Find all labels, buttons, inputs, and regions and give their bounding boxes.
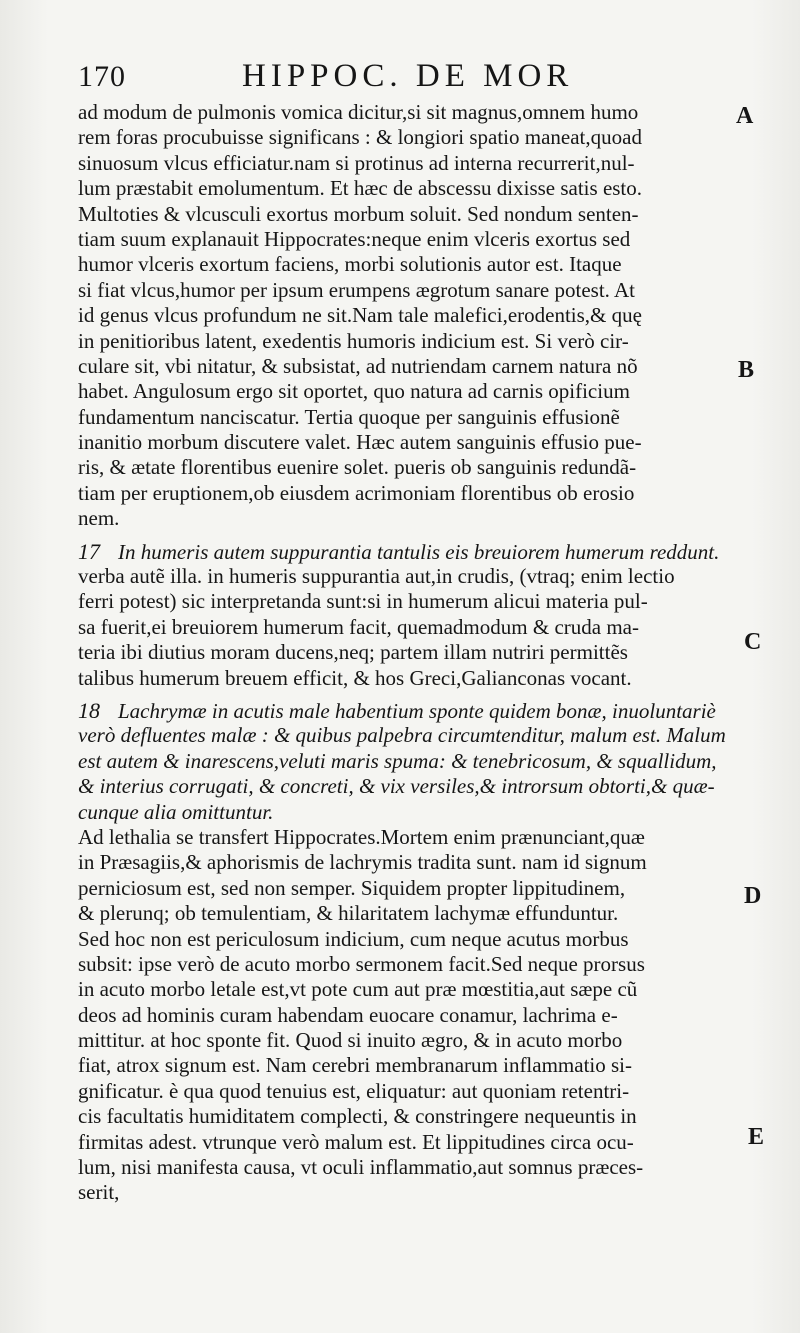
line-text: serit, [78,1180,120,1205]
line-text: ris, & ætate florentibus euenire solet. pueris ob sanguinis redundã- [78,455,637,480]
line-text: verò defluentes malæ : & quibus palpebra circumtenditur, malum est. Malum [78,723,726,748]
line-text: Lachrymæ in acutis male habentium sponte quidem bonæ, inuoluntariè [118,698,716,723]
text-line [78,329,726,354]
text-line [78,151,726,176]
margin-letter-e: E [748,1124,765,1150]
line-text: si fiat vlcus,humor per ipsum erumpens ægrotum sanare potest. At [78,277,635,302]
text-line [78,640,726,665]
text-line [78,1130,726,1155]
text-line [78,1053,726,1078]
text-line [78,303,726,328]
text-line [78,723,726,748]
text-line [78,977,726,1002]
line-text: humor vlceris exortum faciens, morbi solutionis autor est. Itaque [78,252,622,277]
line-text: teria ibi diutius moram ducens,neq; partem illam nutriri permittẽs [78,640,628,665]
page-header [78,56,718,96]
paragraph-gap [78,691,726,698]
line-text: Ad lethalia se transfert Hippocrates.Mortem enim prænunciant,quæ [78,824,645,849]
line-text: fiat, atrox signum est. Nam cerebri membranarum inflammatio si- [78,1053,632,1078]
text-line [78,506,726,531]
line-text: culare sit, vbi nitatur, & subsistat, ad nutriendam carnem natura nõ [78,353,638,378]
text-line [78,774,726,799]
text-line [78,1028,726,1053]
line-text: verba autẽ illa. in humeris suppurantia aut,in crudis, (vtraq; enim lectio [78,564,675,589]
line-text: fundamentum nanciscatur. Tertia quoque per sanguinis effusionẽ [78,404,620,429]
line-text: tiam suum explanauit Hippocrates:neque enim vlceris exortus sed [78,226,631,251]
line-text: sa fuerit,ei breuiorem humerum facit, quemadmodum & cruda ma- [78,614,639,639]
line-text: subsit: ipse verò de acuto morbo sermonem facit.Sed neque prorsus [78,951,645,976]
text-line [78,952,726,977]
text-line [78,430,726,455]
line-text: lum præstabit emolumentum. Et hæc de abscessu dixisse satis esto. [78,176,643,201]
line-text: talibus humerum breuem efficit, & hos Greci,Galianconas vocant. [78,665,632,690]
text-line [78,278,726,303]
line-text: ad modum de pulmonis vomica dicitur,si sit magnus,omnem humo [78,100,639,124]
text-line [78,927,726,952]
line-text: cis facultatis humiditatem complecti, & constringere nequeuntis in [78,1104,637,1129]
line-text: lum, nisi manifesta causa, vt oculi inflammatio,aut somnus præces- [78,1155,644,1180]
line-text: & interius corrugati, & concreti, & vix versiles,& introrsum obtorti,& quæ- [78,774,715,799]
text-line [78,589,726,614]
text-line [78,252,726,277]
line-text: inanitio morbum discutere valet. Hæc autem sanguinis effusio pue- [78,430,642,455]
text-line [78,564,726,589]
line-text: in Præsagiis,& aphorismis de lachrymis tradita sunt. nam id signum [78,850,647,875]
line-text: sinuosum vlcus efficiatur.nam si protinus ad interna recurrerit,nul- [78,150,635,175]
text-line [78,615,726,640]
line-text: Sed hoc non est periculosum indicium, cum neque acutus morbus [78,926,629,951]
text-line [78,666,726,691]
text-line [78,354,726,379]
text-line [78,1180,726,1205]
line-text: perniciosum est, sed non semper. Siquidem propter lippitudinem, [78,875,626,900]
text-line [78,876,726,901]
line-text: Multoties & vlcusculi exortus morbum soluit. Sed nondum senten- [78,201,639,226]
margin-letter-d: D [744,883,762,909]
text-line [78,455,726,480]
page-number: 170 [78,60,126,93]
line-text: deos ad hominis curam habendam euocare conamur, lachrima e- [78,1002,618,1027]
line-text: gnificatur. è qua quod tenuius est, eliquatur: aut quoniam retentri- [78,1078,630,1103]
margin-letter-c: C [744,629,762,655]
text-line [78,800,726,825]
text-line [78,901,726,926]
text-line [78,539,726,564]
line-text: est autem & inarescens,veluti maris spuma: & tenebricosum, & squallidum, [78,748,717,773]
line-text: nem. [78,506,120,531]
margin-letter-b: B [738,357,755,383]
text-line [78,227,726,252]
text-line [78,481,726,506]
text-line [78,1079,726,1104]
running-title: HIPPOC. DE MOR [242,58,574,94]
paragraph-number: 18 [78,697,100,723]
text-line [78,850,726,875]
line-text: cunque alia omittuntur. [78,799,274,824]
text-line [78,1155,726,1180]
text-line [78,379,726,404]
text-line [78,825,726,850]
text-line [78,405,726,430]
line-text: mittitur. at hoc sponte fit. Quod si inuito ægro, & in acuto morbo [78,1028,623,1053]
line-text: & plerunq; ob temulentiam, & hilaritatem lachymæ effunduntur. [78,901,619,926]
text-line [78,1104,726,1129]
line-text: firmitas adest. vtrunque verò malum est. Et lippitudines circa ocu- [78,1129,634,1154]
paragraph-gap [78,532,726,539]
text-line [78,125,726,150]
line-text: in acuto morbo letale est,vt pote cum aut præ mœstitia,aut sæpe cũ [78,977,638,1002]
text-line [78,100,726,125]
paragraph-number: 17 [78,538,100,564]
line-text: In humeris autem suppurantia tantulis eis breuiorem humerum reddunt. [118,539,720,564]
text-line [78,1003,726,1028]
text-line [78,749,726,774]
text-line [78,202,726,227]
line-text: ferri potest) sic interpretanda sunt:si in humerum alicui materia pul- [78,589,648,614]
text-line [78,176,726,201]
body-text [78,100,726,1206]
line-text: id genus vlcus profundum ne sit.Nam tale malefici,erodentis,& quę [78,303,642,328]
line-text: in penitioribus latent, exedentis humoris indicium est. Si verò cir- [78,328,629,353]
text-line [78,698,726,723]
line-text: rem foras procubuisse significans : & longiori spatio maneat,quoad [78,125,642,150]
line-text: habet. Angulosum ergo sit oportet, quo natura ad carnis opificium [78,379,630,404]
line-text: tiam per eruptionem,ob eiusdem acrimoniam florentibus ob erosio [78,480,635,505]
margin-letter-a: A [736,103,754,129]
